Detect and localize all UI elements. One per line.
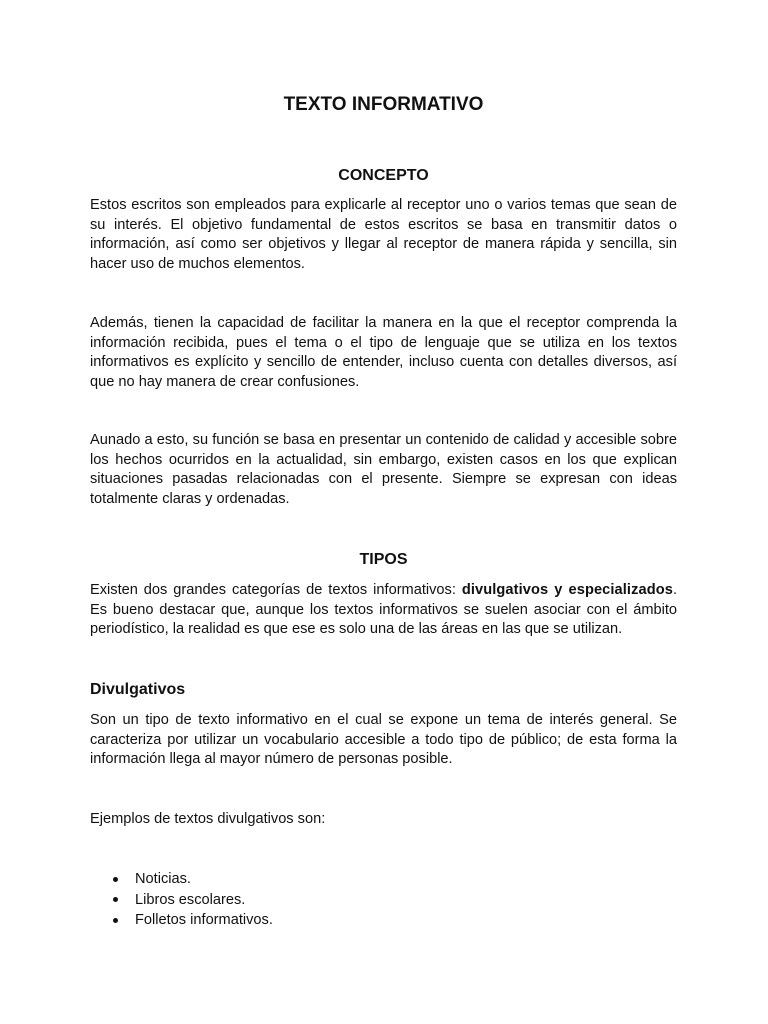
- list-item: [90, 869, 677, 890]
- divulgativos-paragraph: Son un tipo de texto informativo en el cual se expone un tema de interés general. Se caracteriza por utilizar un vocabulario accesible a todo tipo de público; de esta forma la información llega al mayor número de personas posible.: [90, 712, 677, 767]
- heading-divulgativos: Divulgativos: [90, 681, 186, 698]
- document-title: TEXTO INFORMATIVO: [283, 94, 484, 115]
- list-item: [90, 910, 677, 931]
- examples-list: [90, 869, 677, 931]
- list-item-text: Libros escolares.: [135, 891, 246, 908]
- bullet-icon: [113, 918, 118, 923]
- tipos-intro-text-start: Existen dos grandes categorías de textos informativos:: [90, 582, 462, 598]
- tipos-intro-text-end: . Es bueno destacar que, aunque los textos informativos se suelen asociar con el ámbito periodístico, la realidad es que ese es solo una de las áreas en las que se utilizan.: [90, 582, 677, 637]
- examples-intro: Ejemplos de textos divulgativos son:: [90, 811, 326, 827]
- concepto-paragraph-3: Aunado a esto, su función se basa en presentar un contenido de calidad y accesible sobre los hechos ocurridos en la actualidad, sin embargo, existen casos en los que explican situaciones pasadas relacionadas con el presente. Siempre se expresan con ideas totalmente claras y ordenadas.: [90, 432, 677, 507]
- tipos-intro-paragraph: [90, 581, 677, 640]
- heading-concepto: CONCEPTO: [338, 167, 429, 184]
- bullet-icon: [113, 897, 118, 902]
- list-item-text: Folletos informativos.: [135, 912, 273, 928]
- list-item-text: Noticias.: [135, 871, 191, 887]
- concepto-paragraph-1: Estos escritos son empleados para explicarle al receptor uno o varios temas que sean de su interés. El objetivo fundamental de estos escritos se basa en transmitir datos o información, así como ser objetivos y llegar al receptor de manera rápida y sencilla, sin hacer uso de muchos elementos.: [90, 197, 677, 272]
- tipos-intro-bold: divulgativos y especializados: [461, 582, 673, 598]
- list-item: [90, 890, 677, 911]
- heading-tipos: TIPOS: [359, 551, 408, 568]
- bullet-icon: [113, 877, 118, 882]
- concepto-paragraph-2: Además, tienen la capacidad de facilitar la manera en la que el receptor comprenda la información recibida, pues el tema o el tipo de lenguaje que se utiliza en los textos informativos es explícito y sencillo de entender, incluso cuenta con detalles diversos, así que no hay manera de crear confusiones.: [90, 315, 677, 390]
